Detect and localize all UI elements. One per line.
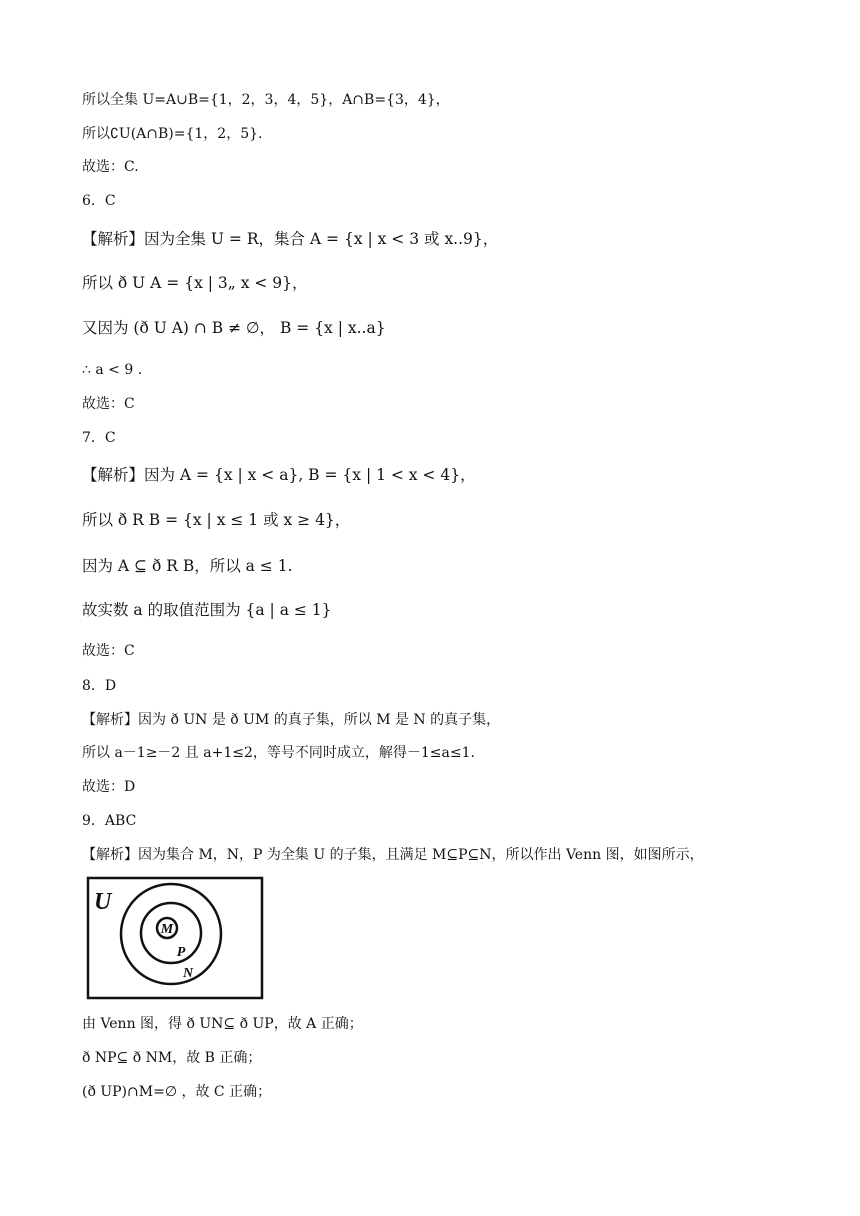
- text-line: 所以 ð U A = {x | 3„ x < 9}，: [82, 274, 308, 292]
- question-number: 9．ABC: [82, 813, 137, 829]
- text-line: 故选：C.: [82, 159, 139, 175]
- text-line: 所以∁U(A∩B)={1，2，5}.: [82, 126, 263, 142]
- text-line: 因为 A ⊆ ð R B，所以 a ≤ 1.: [82, 557, 293, 575]
- question-number: 8．D: [82, 678, 117, 694]
- set-n-label: N: [182, 966, 194, 981]
- text-line: 故选：C: [82, 396, 135, 412]
- text-line: 【解析】因为 A = {x | x < a}, B = {x | 1 < x < 4}，: [82, 466, 476, 484]
- universe-rect: [88, 878, 262, 998]
- universe-label: U: [94, 889, 112, 915]
- question-number: 6．C: [82, 193, 116, 209]
- set-p-label: P: [176, 945, 186, 960]
- text-line: 【解析】因为集合 M，N，P 为全集 U 的子集，且满足 M⊆P⊆N，所以作出 Venn 图，如图所示，: [82, 847, 704, 863]
- question-number: 7．C: [82, 430, 116, 446]
- text-line: ð NP⊆ ð NM，故 B 正确；: [82, 1050, 262, 1066]
- text-line: 故选：D: [82, 779, 136, 795]
- text-line: 由 Venn 图，得 ð UN⊆ ð UP，故 A 正确；: [82, 1016, 363, 1032]
- text-line: 【解析】因为全集 U = R，集合 A = {x | x < 3 或 x..9}，: [82, 230, 499, 248]
- venn-diagram: [86, 876, 264, 1000]
- text-line: 所以 a－1≥－2 且 a+1≤2，等号不同时成立，解得－1≤a≤1.: [82, 745, 475, 761]
- text-line: 所以 ð R B = {x | x ≤ 1 或 x ≥ 4}，: [82, 511, 351, 529]
- text-line: (ð UP)∩M=∅ ，故 C 正确；: [82, 1084, 272, 1100]
- text-line: 故选：C: [82, 643, 135, 659]
- text-line: 所以全集 U=A∪B={1，2，3，4，5}，A∩B={3，4}，: [82, 92, 450, 108]
- text-line: 故实数 a 的取值范围为 {a | a ≤ 1}: [82, 601, 332, 619]
- text-line: ∴ a < 9 .: [82, 362, 143, 378]
- text-line: 又因为 (ð U A) ∩ B ≠ ∅， B = {x | x..a}: [82, 319, 386, 337]
- text-line: 【解析】因为 ð UN 是 ð UM 的真子集，所以 M 是 N 的真子集，: [82, 712, 501, 728]
- set-m-label: M: [160, 922, 174, 937]
